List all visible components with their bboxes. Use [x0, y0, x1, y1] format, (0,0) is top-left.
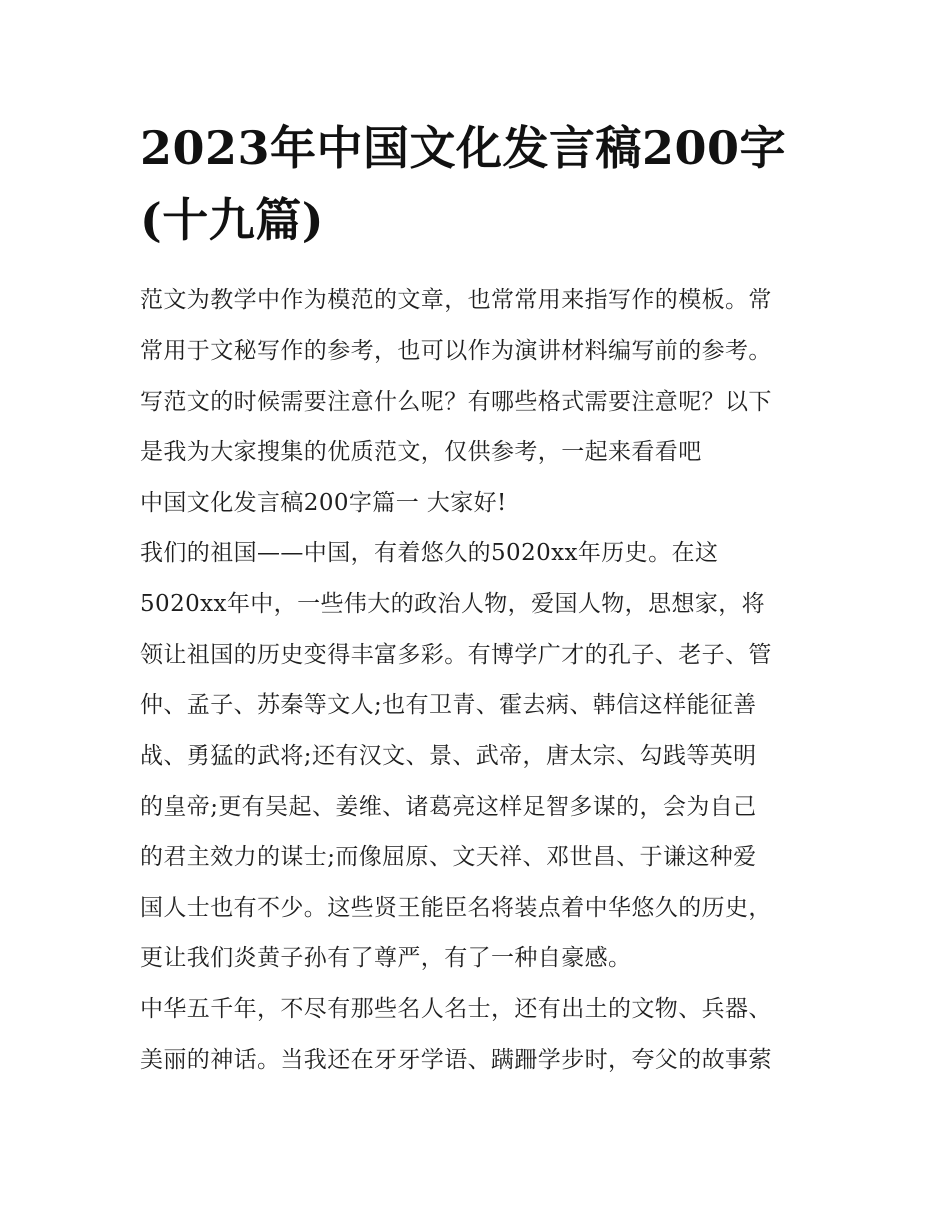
body-line-2: 常用于文秘写作的参考，也可以作为演讲材料编写前的参考。 [140, 338, 772, 364]
body-line-15: 中华五千年，不尽有那些名人名士，还有出土的文物、兵器、 [140, 996, 772, 1022]
title-line-1: 2023年中国文化发言稿200字 [140, 121, 787, 175]
body-line-14: 更让我们炎黄子孙有了尊严，有了一种自豪感。 [140, 945, 632, 971]
body-line-3: 写范文的时候需要注意什么呢？有哪些格式需要注意呢？以下 [140, 389, 772, 415]
body-line-16: 美丽的神话。当我还在牙牙学语、蹒跚学步时，夸父的故事萦 [140, 1047, 772, 1073]
body-line-1: 范文为教学中作为模范的文章，也常常用来指写作的模板。常 [140, 287, 772, 313]
title-line-2: (十九篇) [140, 193, 325, 247]
body-line-12: 的君主效力的谋士;而像屈原、文天祥、邓世昌、于谦这种爱 [140, 844, 757, 870]
section-heading-line: 中国文化发言稿200字篇一 大家好! [140, 490, 507, 516]
body-line-8: 领让祖国的历史变得丰富多彩。有博学广才的孔子、老子、管 [140, 642, 772, 668]
body-line-4: 是我为大家搜集的优质范文，仅供参考，一起来看看吧 [140, 439, 702, 465]
body-line-9: 仲、孟子、苏秦等文人;也有卫青、霍去病、韩信这样能征善 [140, 692, 757, 718]
body-line-10: 战、勇猛的武将;还有汉文、景、武帝，唐太宗、勾践等英明 [140, 743, 757, 769]
body-line-11: 的皇帝;更有吴起、姜维、诸葛亮这样足智多谋的，会为自己 [140, 794, 757, 820]
body-line-6: 我们的祖国——中国，有着悠久的5020xx年历史。在这 [140, 540, 719, 566]
document-title [140, 112, 820, 256]
body-line-13: 国人士也有不少。这些贤王能臣名将装点着中华悠久的历史， [140, 895, 772, 921]
body-line-7: 5020xx年中，一些伟大的政治人物，爱国人物，思想家，将 [140, 591, 766, 617]
